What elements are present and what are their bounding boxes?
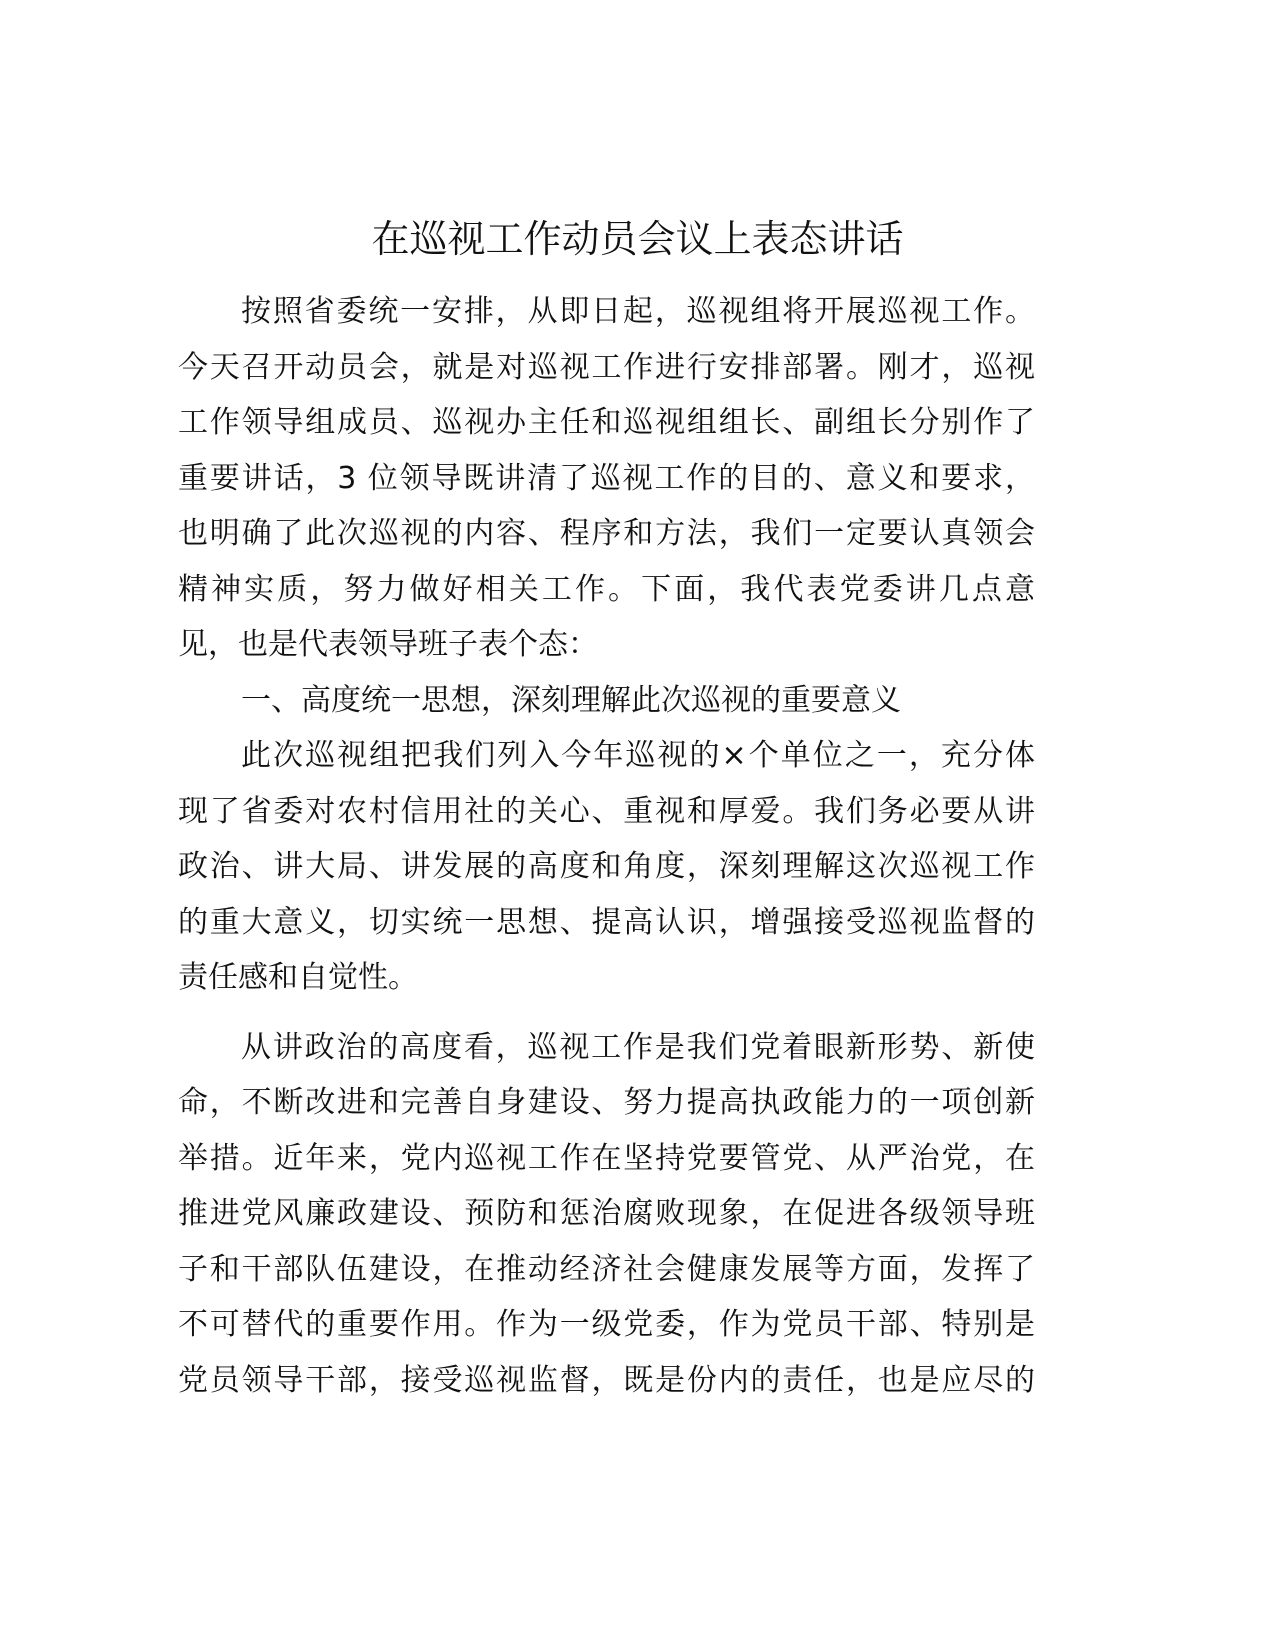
text-line: 见，也是代表领导班子表个态：	[178, 627, 598, 662]
text-line: 今天召开动员会，就是对巡视工作进行安排部署。刚才，巡视	[178, 349, 1035, 385]
text-line: 命，不断改进和完善自身建设、努力提高执政能力的一项创新	[178, 1085, 1035, 1120]
text-line: 举措。近年来，党内巡视工作在坚持党要管党、从严治党，在	[178, 1140, 1035, 1176]
text-line: 重要讲话，3 位领导既讲清了巡视工作的目的、意义和要求，	[178, 460, 1035, 496]
paragraph	[178, 728, 1035, 1006]
text-line: 一、高度统一思想，深刻理解此次巡视的重要意义	[241, 682, 901, 718]
document-title: 在巡视工作动员会议上表态讲话	[371, 217, 904, 261]
section-heading	[178, 673, 1035, 729]
text-line: 现了省委对农村信用社的关心、重视和厚爱。我们务必要从讲	[178, 793, 1035, 829]
text-line: 也明确了此次巡视的内容、程序和方法，我们一定要认真领会	[178, 516, 1035, 551]
text-line: 工作领导组成员、巡视办主任和巡视组组长、副组长分别作了	[178, 405, 1035, 440]
text-line: 责任感和自觉性。	[178, 960, 418, 995]
paragraph	[178, 284, 1035, 673]
text-line: 推进党风廉政建设、预防和惩治腐败现象，在促进各级领导班	[178, 1196, 1035, 1231]
text-line: 精神实质，努力做好相关工作。下面，我代表党委讲几点意	[178, 571, 1035, 607]
text-line: 此次巡视组把我们列入今年巡视的×个单位之一，充分体	[241, 738, 1035, 773]
text-line: 不可替代的重要作用。作为一级党委，作为党员干部、特别是	[178, 1307, 1035, 1342]
text-line: 从讲政治的高度看，巡视工作是我们党着眼新形势、新使	[241, 1029, 1035, 1065]
text-line: 的重大意义，切实统一思想、提高认识，增强接受巡视监督的	[178, 904, 1035, 940]
document-body	[178, 284, 1035, 1408]
paragraph	[178, 1020, 1035, 1409]
text-line: 政治、讲大局、讲发展的高度和角度，深刻理解这次巡视工作	[178, 849, 1035, 884]
text-line: 党员领导干部，接受巡视监督，既是份内的责任，也是应尽的	[178, 1362, 1035, 1398]
text-line: 按照省委统一安排，从即日起，巡视组将开展巡视工作。	[241, 294, 1035, 329]
text-line: 子和干部队伍建设，在推动经济社会健康发展等方面，发挥了	[178, 1251, 1035, 1287]
